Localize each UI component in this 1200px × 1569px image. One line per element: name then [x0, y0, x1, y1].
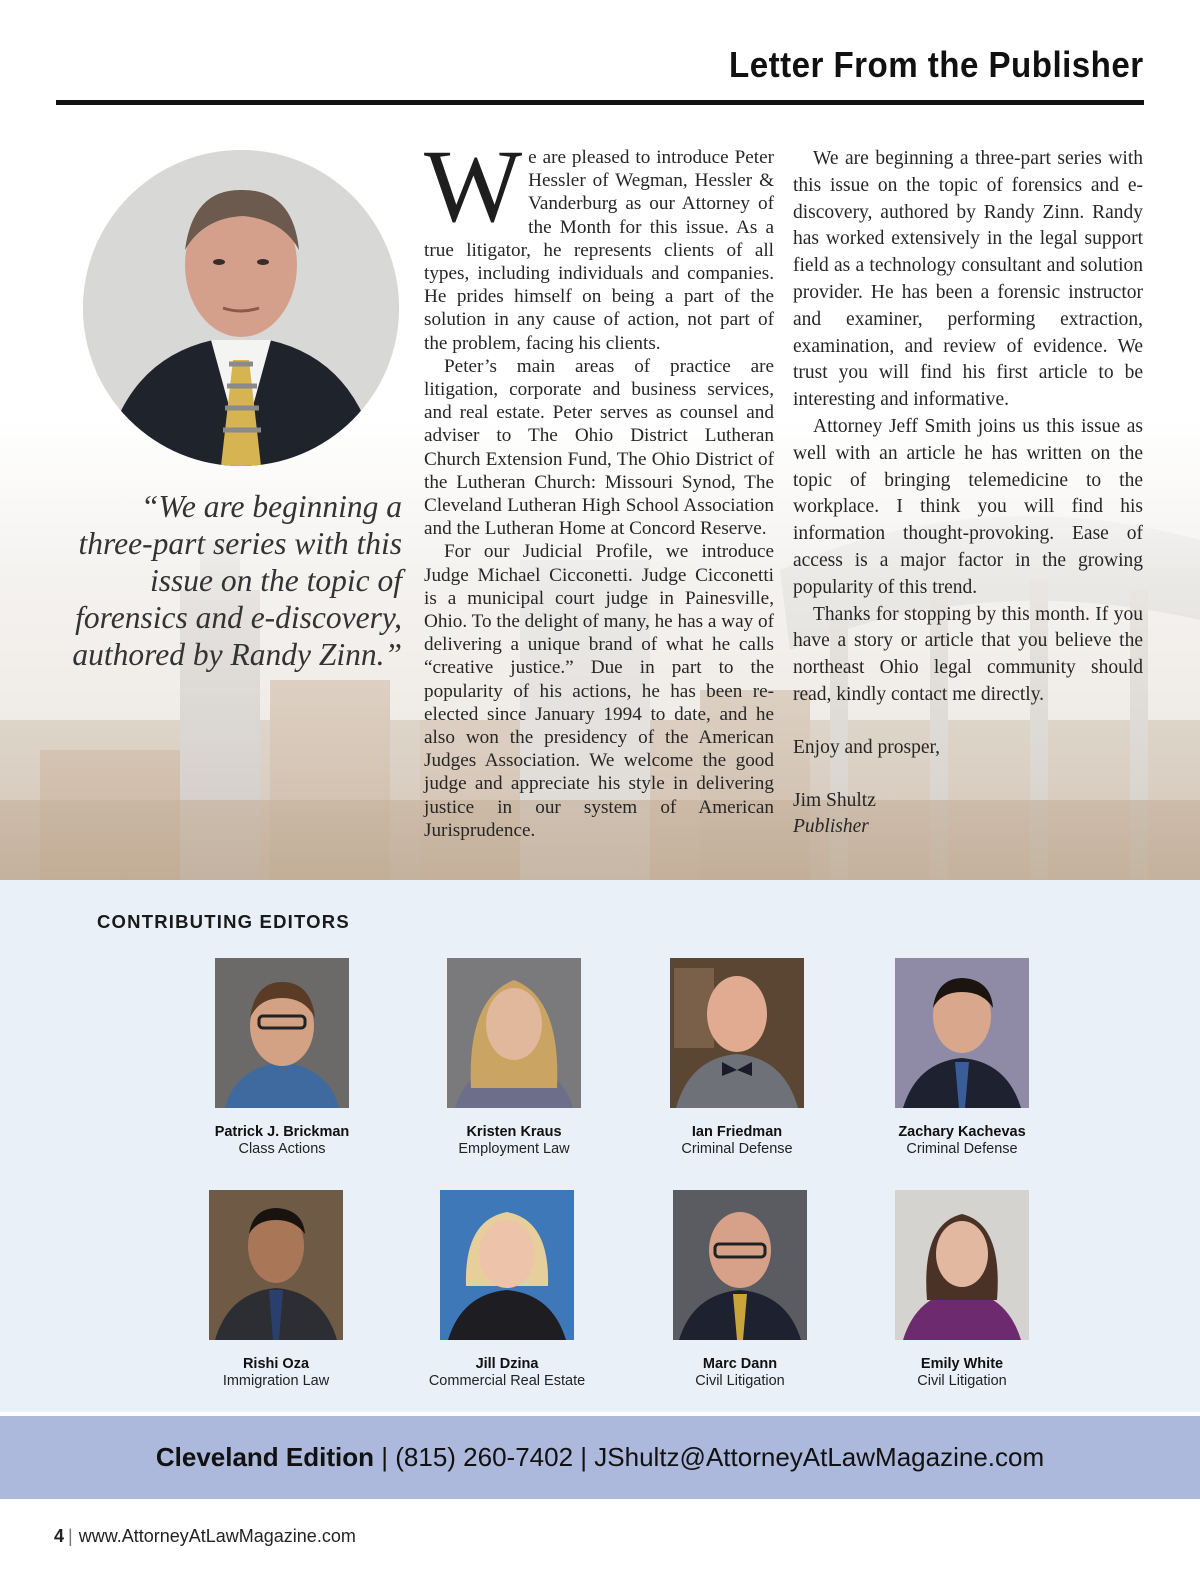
editor-photo	[670, 958, 804, 1108]
editor-photo	[209, 1190, 343, 1340]
editor-photo	[895, 1190, 1029, 1340]
article-paragraph: We are pleased to introduce Peter Hessler of Wegman, Hessler & Vanderburg as our Attorney of the Month for this issue. As a true litigator, he represents clients of all types, including individuals and companies. He prides himself on being a part of the solution in any cause of action, not part of the problem, facing his clients.	[424, 129, 774, 354]
editor-card	[166, 1190, 386, 1389]
editor-role: Civil Litigation	[917, 1373, 1007, 1389]
editor-role: Employment Law	[458, 1141, 570, 1157]
editor-card	[627, 958, 847, 1157]
editor-photo	[895, 958, 1029, 1108]
page-separator: |	[68, 1526, 73, 1546]
editor-card	[397, 1190, 617, 1389]
editor-photo	[215, 958, 349, 1108]
signature-name: Jim Shultz	[793, 789, 876, 811]
title-rule	[56, 100, 1144, 105]
article-column-middle	[424, 129, 774, 842]
page-number: 4	[54, 1526, 65, 1546]
editor-card	[852, 1190, 1072, 1389]
editor-role: Civil Litigation	[695, 1373, 785, 1389]
editor-card	[852, 958, 1072, 1157]
editor-photo	[440, 1190, 574, 1340]
editor-name: Jill Dzina	[475, 1356, 539, 1372]
article-paragraph: We are beginning a three-part series with this issue on the topic of forensics and e-discovery, authored by Randy Zinn. Randy has worked extensively in the legal support field as a technology consultant and solution provider. He has been a forensic instructor and examiner, performing extraction, examination, and review of evidence. We trust you will find his first article to be interesting and informative.	[793, 148, 1143, 411]
article-paragraph: Attorney Jeff Smith joins us this issue as well with an article he has written on the topic of bringing telemedicine to the workplace. I think you will find his information thought-provoking. Ease of access is a major factor in the growing popularity of this trend.	[793, 415, 1143, 598]
editor-role: Commercial Real Estate	[428, 1373, 586, 1389]
signoff: Enjoy and prosper,	[793, 736, 941, 758]
article-paragraph: Peter’s main areas of practice are litigation, corporate and business services, and real estate. Peter serves as counsel and adviser to The Ohio District Lutheran Church Extension Fund, The Ohio District of the Lutheran Church: Missouri Synod, The Cleveland Lutheran High School Association and the Lutheran Home at Concord Reserve.	[424, 355, 774, 540]
editor-name: Zachary Kachevas	[898, 1124, 1026, 1140]
editor-name: Kristen Kraus	[466, 1124, 562, 1140]
article-column-right	[793, 146, 1143, 841]
contact-phone[interactable]: (815) 260-7402	[395, 1442, 574, 1472]
editor-name: Rishi Oza	[242, 1356, 310, 1372]
article-paragraph: For our Judicial Profile, we introduce Judge Michael Cicconetti. Judge Cicconetti is a municipal court judge in Painesville, Ohio. To the delight of many, he has a way of delivering a unique brand of what he calls “creative justice.” Due in part to the popularity of his actions, he has been re-elected since January 1994 to date, and he also won the presidency of the American Judges Association. We welcome the good judge and appreciate his style in delivering justice in our system of American Jurisprudence.	[424, 541, 774, 841]
editor-name: Patrick J. Brickman	[214, 1124, 350, 1140]
editor-card	[404, 958, 624, 1157]
edition-label: Cleveland Edition	[155, 1442, 375, 1472]
article-paragraph: Thanks for stopping by this month. If you have a story or article that you believe the northeast Ohio legal community should read, kindly contact me directly.	[793, 603, 1143, 705]
editor-name: Emily White	[920, 1356, 1004, 1372]
editor-card	[630, 1190, 850, 1389]
editor-photo	[447, 958, 581, 1108]
publisher-portrait	[83, 150, 399, 466]
drop-cap: W	[424, 129, 523, 244]
contact-band	[0, 1416, 1200, 1499]
signature-title: Publisher	[793, 816, 869, 838]
pull-quote: “We are beginning a three-part series with this issue on the topic of forensics and e-discovery, authored by Randy Zinn.”	[72, 489, 402, 672]
website-link[interactable]: www.AttorneyAtLawMagazine.com	[78, 1526, 356, 1546]
editor-role: Immigration Law	[222, 1373, 330, 1389]
editor-name: Marc Dann	[702, 1356, 778, 1372]
page-title: Letter From the Publisher	[729, 44, 1144, 85]
footer-separator: |	[381, 1442, 389, 1472]
contact-email[interactable]: JShultz@AttorneyAtLawMagazine.com	[594, 1442, 1045, 1472]
editor-role: Class Actions	[238, 1141, 326, 1157]
section-heading: CONTRIBUTING EDITORS	[97, 911, 350, 932]
editor-role: Criminal Defense	[906, 1141, 1018, 1157]
page-footer	[54, 1526, 356, 1547]
editor-role: Criminal Defense	[681, 1141, 793, 1157]
footer-separator: |	[580, 1442, 588, 1472]
editor-name: Ian Friedman	[691, 1124, 783, 1140]
contributing-editors-section	[0, 880, 1200, 1412]
editor-card	[172, 958, 392, 1157]
editor-photo	[673, 1190, 807, 1340]
